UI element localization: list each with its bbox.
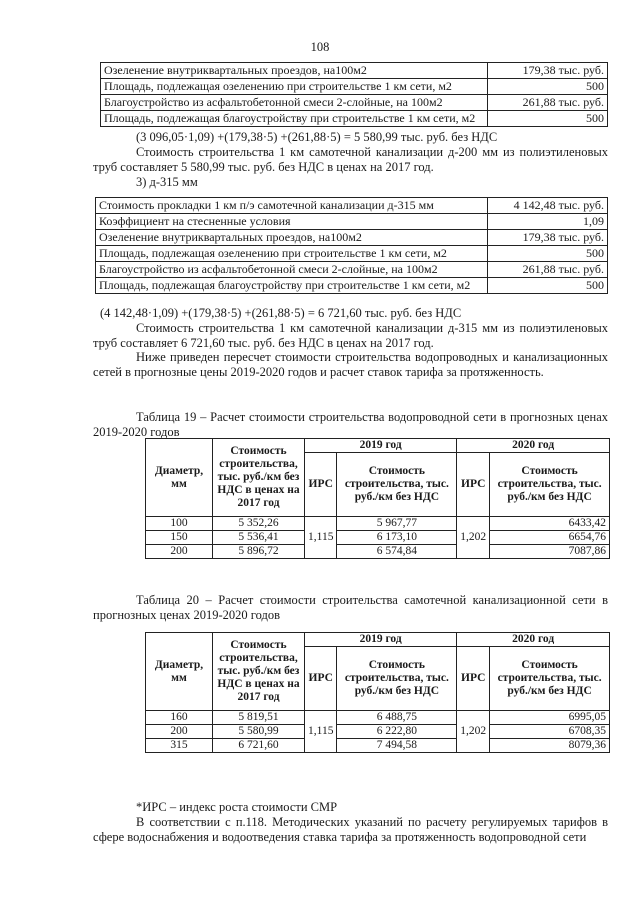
table-cell-value: 261,88 тыс. руб. <box>488 95 608 111</box>
table-row <box>101 95 608 111</box>
cell-irs-2019: 1,115 <box>305 711 337 753</box>
heading-d315: 3) д-315 мм <box>136 175 198 189</box>
cell-cost-2017: 5 580,99 <box>213 725 305 739</box>
table-cell-label: Коэффициент на стесненные условия <box>96 214 488 230</box>
table-cell-label: Площадь, подлежащая озеленению при строительстве 1 км сети, м2 <box>101 79 488 95</box>
header-year-2019: 2019 год <box>305 439 457 453</box>
cell-irs-2020: 1,202 <box>457 711 490 753</box>
cell-cost-2020: 8079,36 <box>490 739 610 753</box>
cell-cost-2017: 5 819,51 <box>213 711 305 725</box>
table-row <box>146 725 610 739</box>
cell-cost-2019: 5 967,77 <box>337 517 457 531</box>
page-number: 108 <box>310 40 330 54</box>
cell-cost-2019: 6 173,10 <box>337 531 457 545</box>
cell-cost-2017: 5 536,41 <box>213 531 305 545</box>
header-irs-2020: ИРС <box>457 647 490 711</box>
table-cell-value: 4 142,48 тыс. руб. <box>488 198 608 214</box>
header-cost-2019: Стоимость строительства, тыс. руб./км без НДС <box>337 647 457 711</box>
table-cell-value: 179,38 тыс. руб. <box>488 230 608 246</box>
cell-cost-2020: 6654,76 <box>490 531 610 545</box>
cell-cost-2020: 6433,42 <box>490 517 610 531</box>
cell-cost-2020: 6995,05 <box>490 711 610 725</box>
header-year-2019: 2019 год <box>305 633 457 647</box>
header-year-2020: 2020 год <box>457 633 610 647</box>
table-row <box>101 79 608 95</box>
cell-diameter: 315 <box>146 739 213 753</box>
table-cell-label: Благоустройство из асфальтобетонной смеси 2-слойные, на 100м2 <box>101 95 488 111</box>
cell-cost-2019: 6 488,75 <box>337 711 457 725</box>
cell-cost-2017: 6 721,60 <box>213 739 305 753</box>
table-cell-value: 500 <box>488 79 608 95</box>
cell-cost-2019: 6 222,80 <box>337 725 457 739</box>
table19-caption: Таблица 19 – Расчет стоимости строительства водопроводной сети в прогнозных ценах 2019-2020 годов <box>93 410 608 439</box>
header-diameter: Диаметр, мм <box>146 633 213 711</box>
header-cost-2017: Стоимость строительства, тыс. руб./км без НДС в ценах на 2017 год <box>213 439 305 517</box>
formula-d200: (3 096,05·1,09) +(179,38·5) +(261,88·5) = 5 580,99 тыс. руб. без НДС <box>136 130 498 144</box>
table-cell-value: 500 <box>488 278 608 294</box>
cell-diameter: 200 <box>146 725 213 739</box>
table20-caption: Таблица 20 – Расчет стоимости строительства самотечной канализационной сети в прогнозных ценах 2019-2020 годов <box>93 593 608 622</box>
paragraph-d315-line2: труб составляет 6 721,60 тыс. руб. без НДС в ценах на 2017 год. <box>93 336 434 350</box>
cell-diameter: 100 <box>146 517 213 531</box>
table-row <box>101 111 608 127</box>
header-cost-2020: Стоимость строительства, тыс. руб./км без НДС <box>490 647 610 711</box>
table-19-water-network <box>145 438 610 559</box>
cell-diameter: 200 <box>146 545 213 559</box>
paragraph-d315-line1: Стоимость строительства 1 км самотечной канализации д-315 мм из полиэтиленовых <box>136 321 608 335</box>
cell-cost-2019: 6 574,84 <box>337 545 457 559</box>
header-irs-2019: ИРС <box>305 647 337 711</box>
header-cost-2019: Стоимость строительства, тыс. руб./км без НДС <box>337 453 457 517</box>
cell-cost-2019: 7 494,58 <box>337 739 457 753</box>
cell-irs-2019: 1,115 <box>305 517 337 559</box>
header-cost-2017: Стоимость строительства, тыс. руб./км без НДС в ценах на 2017 год <box>213 633 305 711</box>
table-row <box>96 262 608 278</box>
cell-cost-2017: 5 352,26 <box>213 517 305 531</box>
table-row <box>96 278 608 294</box>
cell-irs-2020: 1,202 <box>457 517 490 559</box>
table-row <box>146 545 610 559</box>
table-row <box>96 214 608 230</box>
table-cell-label: Озеленение внутриквартальных проездов, на100м2 <box>101 63 488 79</box>
header-cost-2020: Стоимость строительства, тыс. руб./км без НДС <box>490 453 610 517</box>
header-diameter: Диаметр, мм <box>146 439 213 517</box>
cell-cost-2020: 6708,35 <box>490 725 610 739</box>
table-row <box>96 246 608 262</box>
cell-diameter: 160 <box>146 711 213 725</box>
cost-table-d315 <box>95 197 608 294</box>
table-header-row <box>146 439 610 453</box>
table-cell-label: Площадь, подлежащая озеленению при строительстве 1 км сети, м2 <box>96 246 488 262</box>
table-row <box>146 517 610 531</box>
table-cell-label: Озеленение внутриквартальных проездов, на100м2 <box>96 230 488 246</box>
table-row <box>146 711 610 725</box>
table-row <box>101 63 608 79</box>
cell-diameter: 150 <box>146 531 213 545</box>
table-cell-value: 261,88 тыс. руб. <box>488 262 608 278</box>
paragraph-recalculation-intro: Ниже приведен пересчет стоимости строительства водопроводных и канализационных сетей в прогнозные цены 2019-2020 годов и расчет ставок тарифа за протяженность. <box>93 350 608 379</box>
paragraph-methodology: В соответствии с п.118. Методических указаний по расчету регулируемых тарифов в сфере водоснабжения и водоотведения ставка тарифа за протяженность водопроводной сети <box>93 815 608 844</box>
table-row <box>96 198 608 214</box>
table-cell-label: Площадь, подлежащая благоустройству при строительстве 1 км сети, м2 <box>96 278 488 294</box>
table-row <box>146 739 610 753</box>
formula-d315: (4 142,48·1,09) +(179,38·5) +(261,88·5) = 6 721,60 тыс. руб. без НДС <box>100 306 462 320</box>
table-cell-value: 1,09 <box>488 214 608 230</box>
footnote-irs: *ИРС – индекс роста стоимости СМР <box>136 800 338 814</box>
table-cell-value: 500 <box>488 246 608 262</box>
table-20-sewer-network <box>145 632 610 753</box>
table-header-row <box>146 633 610 647</box>
table-cell-label: Площадь, подлежащая благоустройству при строительстве 1 км сети, м2 <box>101 111 488 127</box>
table-cell-value: 500 <box>488 111 608 127</box>
paragraph-d200-line2: труб составляет 5 580,99 тыс. руб. без НДС в ценах на 2017 год. <box>93 160 434 174</box>
cell-cost-2020: 7087,86 <box>490 545 610 559</box>
table-row <box>146 531 610 545</box>
table-cell-label: Благоустройство из асфальтобетонной смеси 2-слойные, на 100м2 <box>96 262 488 278</box>
paragraph-d200-line1: Стоимость строительства 1 км самотечной канализации д-200 мм из полиэтиленовых <box>136 145 608 159</box>
table-cell-label: Стоимость прокладки 1 км п/э самотечной канализации д-315 мм <box>96 198 488 214</box>
header-irs-2020: ИРС <box>457 453 490 517</box>
table-cell-value: 179,38 тыс. руб. <box>488 63 608 79</box>
header-year-2020: 2020 год <box>457 439 610 453</box>
table-row <box>96 230 608 246</box>
cell-cost-2017: 5 896,72 <box>213 545 305 559</box>
header-irs-2019: ИРС <box>305 453 337 517</box>
cost-table-d200-continued <box>100 62 608 127</box>
